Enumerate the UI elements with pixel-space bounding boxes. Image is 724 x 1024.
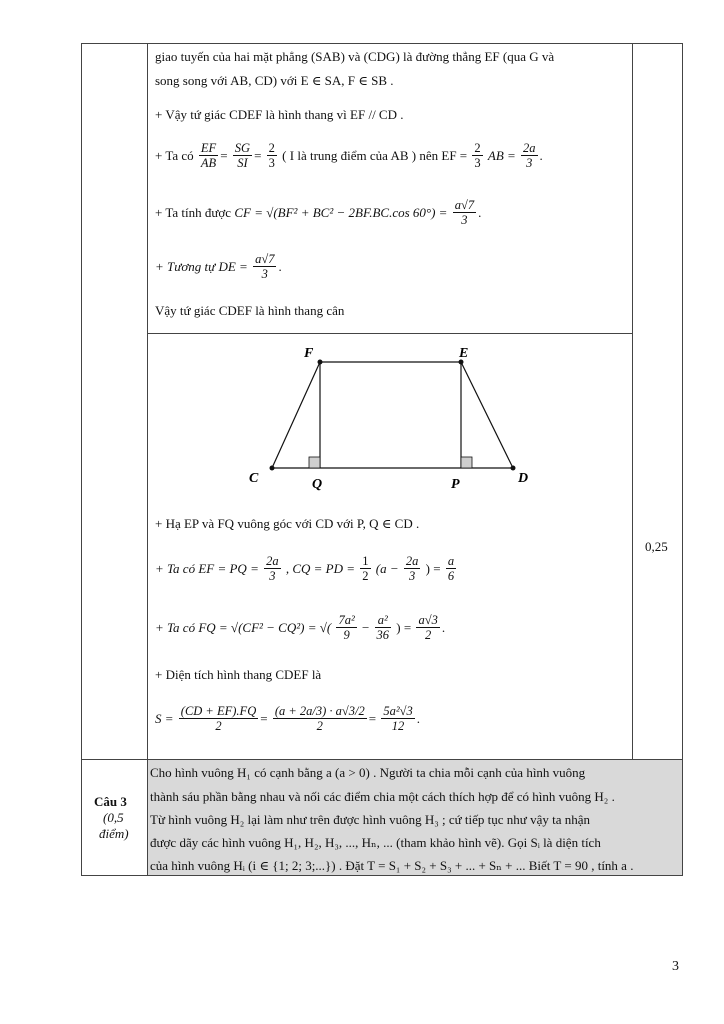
frac-den: 2 bbox=[425, 628, 432, 642]
question3-label: Câu 3 bbox=[94, 794, 127, 809]
frac-den: 2 bbox=[362, 569, 369, 583]
row2-line3-minus: − bbox=[361, 620, 370, 635]
question3-line1: Cho hình vuông H₁ có cạnh bằng a (a > 0) . Người ta chia mỗi cạnh của hình vuông bbox=[150, 765, 586, 780]
fraction-area-2 bbox=[273, 704, 367, 733]
row2-line2-paren: (a − bbox=[375, 561, 399, 576]
question3-points-2: điểm) bbox=[99, 826, 129, 841]
frac-num: 2a bbox=[266, 554, 279, 568]
row2-line2-mid: , CQ = PD = bbox=[285, 561, 356, 576]
fraction-2-3b bbox=[472, 141, 482, 170]
question3-points-1: (0,5 bbox=[103, 810, 124, 825]
row2-line3-prefix: + Ta có FQ = √(CF² − CQ²) = √( bbox=[155, 620, 332, 635]
fraction-area-3 bbox=[381, 704, 414, 733]
row2-line2 bbox=[155, 554, 458, 583]
fraction-a-root3-2 bbox=[416, 613, 439, 642]
row2-line1: + Hạ EP và FQ vuông góc với CD với P, Q ∈ CD . bbox=[155, 516, 420, 531]
frac-num: a² bbox=[375, 613, 392, 628]
label-q: Q bbox=[312, 477, 323, 492]
row2-line3-eq: ) = bbox=[396, 620, 412, 635]
right-angle-q bbox=[309, 457, 320, 468]
label-c: C bbox=[249, 471, 259, 486]
frac-den: 3 bbox=[474, 156, 481, 170]
label-e: E bbox=[459, 346, 469, 361]
row2-line2-prefix: + Ta có EF = PQ = bbox=[155, 561, 259, 576]
row2-line4: + Diện tích hình thang CDEF là bbox=[155, 667, 322, 682]
frac-den: 3 bbox=[261, 267, 268, 281]
question3-line2: thành sáu phần bằng nhau và nối các điểm chia một cách thích hợp để có hình vuông H₂ . bbox=[150, 789, 615, 804]
trapezoid-figure bbox=[240, 340, 540, 500]
row1-line4-mid: ( I là trung điểm của AB ) nên EF = bbox=[282, 148, 468, 163]
fraction-sg-si bbox=[233, 141, 252, 170]
frac-den: 3 bbox=[268, 156, 275, 170]
fraction-a-6 bbox=[446, 554, 456, 583]
fraction-a-root7-3 bbox=[453, 198, 476, 227]
table-border-bottom bbox=[81, 875, 683, 876]
fraction-ef-ab bbox=[199, 141, 218, 170]
table-border-left bbox=[81, 43, 82, 875]
fraction-2a-3b bbox=[404, 554, 421, 583]
table-border-right bbox=[682, 43, 683, 875]
row1-line2: song song với AB, CD) với E ∈ SA, F ∈ SB . bbox=[155, 73, 394, 88]
row1-line4: + Ta có $\frac{EF}{AB}$ = $\frac{SG}{SI}$ = $\frac{2}{3}$ ( I là trung điểm của AB ) nên EF = $\frac{2}{3}$ AB = $\frac{2a}{3}$ . bbox=[155, 141, 543, 170]
point-c bbox=[270, 466, 275, 471]
frac-num: (a + 2a/3) · a√3/2 bbox=[274, 704, 365, 718]
segment-cf bbox=[272, 362, 320, 468]
frac-num: 2a bbox=[405, 554, 419, 568]
row2-line5: S = $\frac{(CD + EF).FQ}{2}$ = $\frac{(a + 2a/3) \cdot a√3/2}{2}$ = $\frac{\text{5a²√3}}{12}$ . bbox=[155, 704, 420, 733]
label-d: D bbox=[518, 471, 529, 486]
fraction-7a2-9 bbox=[336, 613, 356, 642]
row1-line4-prefix: + Ta có bbox=[155, 148, 194, 163]
point-f bbox=[318, 360, 323, 365]
fraction-a2-36 bbox=[375, 613, 392, 642]
table-border-top bbox=[81, 43, 683, 44]
frac-den: 9 bbox=[343, 628, 350, 642]
table-row-divider bbox=[147, 333, 633, 334]
score-cell: 0,25 bbox=[645, 539, 668, 554]
row2-line5-prefix: S = bbox=[155, 711, 174, 726]
row1-line6-prefix: + Tương tự DE = bbox=[155, 259, 248, 274]
frac-den: 3 bbox=[409, 569, 416, 583]
table-border-col2 bbox=[632, 43, 633, 759]
fraction-2-3 bbox=[267, 141, 277, 170]
frac-num: 1 bbox=[362, 554, 369, 568]
frac-den: 36 bbox=[376, 628, 390, 642]
fraction-de bbox=[253, 252, 276, 281]
frac-den: 2 bbox=[215, 719, 222, 733]
frac-num: SG bbox=[234, 141, 251, 155]
frac-den: 3 bbox=[461, 213, 468, 227]
page-number: 3 bbox=[672, 959, 679, 974]
frac-num: 7a² bbox=[338, 613, 355, 627]
row1-line3: + Vậy tứ giác CDEF là hình thang vì EF // CD . bbox=[155, 107, 404, 122]
frac-num: a√3 bbox=[418, 613, 438, 627]
label-p: P bbox=[451, 477, 460, 492]
frac-den: 12 bbox=[391, 719, 405, 733]
frac-num: a√7 bbox=[255, 252, 275, 266]
frac-den: 2 bbox=[316, 719, 323, 733]
label-f: F bbox=[304, 346, 314, 361]
row2-line3: + Ta có FQ = √(CF² − CQ²) = √( $\frac{\text{7a²}}{9}$ − $\frac{\text{a²}}{36}$ ) = $\frac{a√3}{2}$ . bbox=[155, 613, 446, 642]
row1-line5-formula: CF = √(BF² + BC² − 2BF.BC.cos 60°) = bbox=[234, 205, 448, 220]
frac-num: EF bbox=[200, 141, 217, 155]
frac-num: 2a bbox=[523, 141, 536, 155]
right-angle-p bbox=[461, 457, 472, 468]
frac-den: 3 bbox=[526, 156, 533, 170]
frac-num: a bbox=[447, 554, 455, 568]
row1-line5: + Ta tính được CF = √(BF² + BC² − 2BF.BC.cos 60°) = $\frac{a√7}{3}$ . bbox=[155, 198, 482, 227]
frac-num: a√7 bbox=[454, 198, 475, 212]
question3-line4: được dãy các hình vuông H₁, H₂, H₃, ..., Hₙ, ... (tham khảo hình vẽ). Gọi Sᵢ là diện tích bbox=[150, 835, 601, 850]
frac-num: 2 bbox=[474, 141, 481, 155]
row1-line5-prefix: + Ta tính được bbox=[155, 205, 232, 220]
frac-den: SI bbox=[237, 156, 248, 170]
row1-line1: giao tuyến của hai mặt phẳng (SAB) và (CDG) là đường thẳng EF (qua G và bbox=[155, 49, 555, 64]
frac-den: AB bbox=[200, 156, 217, 170]
table-border-col1 bbox=[147, 43, 148, 875]
frac-num: (CD + EF).FQ bbox=[180, 704, 257, 718]
row1-line7: Vậy tứ giác CDEF là hình thang cân bbox=[155, 303, 345, 318]
fraction-1-2 bbox=[360, 554, 370, 583]
fraction-area-1 bbox=[179, 704, 258, 733]
question3-line5: của hình vuông Hᵢ (i ∈ {1; 2; 3;...}) . Đặt T = S₁ + S₂ + S₃ + ... + Sₙ + ... Biết T = 90 , tính a . bbox=[150, 858, 634, 873]
row1-line6: + Tương tự DE = $\frac{a√7}{3}$ . bbox=[155, 252, 282, 281]
frac-num: 5a²√3 bbox=[383, 704, 413, 718]
point-d bbox=[511, 466, 516, 471]
frac-num: 2 bbox=[268, 141, 275, 155]
fraction-2a-3 bbox=[521, 141, 538, 170]
row2-line2-close: ) = bbox=[425, 561, 441, 576]
segment-ed bbox=[461, 362, 513, 468]
question3-line3: Từ hình vuông H₂ lại làm như trên được hình vuông H₃ ; cứ tiếp tục như vậy ta nhận bbox=[150, 812, 591, 827]
frac-den: 6 bbox=[447, 569, 455, 583]
fraction-2a-3 bbox=[264, 554, 281, 583]
frac-den: 3 bbox=[269, 569, 276, 583]
row1-line4-ab: AB = bbox=[487, 148, 516, 163]
